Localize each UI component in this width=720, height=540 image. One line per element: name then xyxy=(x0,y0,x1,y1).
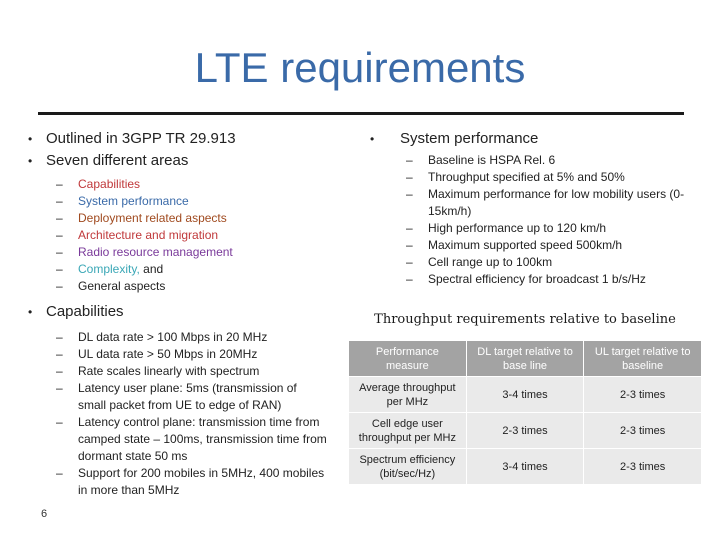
area-text: Radio resource management xyxy=(78,245,233,259)
list-item xyxy=(406,237,700,254)
list-item xyxy=(56,244,328,261)
performance-text: Throughput specified at 5% and 50% xyxy=(428,170,625,184)
list-item xyxy=(56,193,328,210)
list-item xyxy=(56,329,328,346)
list-item xyxy=(56,363,328,380)
title-divider xyxy=(38,112,684,115)
slide-title: LTE requirements xyxy=(194,44,526,91)
list-item xyxy=(406,152,700,169)
table-row xyxy=(349,413,702,449)
table-header: DL target relative to base line xyxy=(466,341,584,377)
dash-icon: – xyxy=(406,255,413,269)
bullet-item xyxy=(28,301,328,323)
bullet-text: Capabilities xyxy=(46,303,124,320)
list-item xyxy=(56,261,328,278)
bullet-icon: • xyxy=(28,132,33,146)
dash-icon: – xyxy=(406,153,413,167)
table-cell: 2-3 times xyxy=(466,413,584,449)
dash-icon: – xyxy=(56,262,63,276)
system-performance-list xyxy=(406,152,700,288)
table-cell: Average throughput per MHz xyxy=(349,377,467,413)
dash-icon: – xyxy=(56,279,63,293)
table-row xyxy=(349,377,702,413)
list-item xyxy=(406,169,700,186)
bullet-text: Seven different areas xyxy=(46,152,189,169)
area-text-colored: Complexity, xyxy=(78,262,144,276)
dash-icon: – xyxy=(406,187,413,201)
table-cell: 3-4 times xyxy=(466,377,584,413)
dash-icon: – xyxy=(56,347,63,361)
right-column xyxy=(370,128,700,288)
dash-icon: – xyxy=(406,170,413,184)
table-title: Throughput requirements relative to baseline xyxy=(374,312,676,327)
table-header: Performance measure xyxy=(349,341,467,377)
table-row xyxy=(349,449,702,485)
bullet-text: System performance xyxy=(400,130,539,147)
page-number: 6 xyxy=(41,508,48,520)
list-item xyxy=(56,227,328,244)
bullet-icon: • xyxy=(370,132,375,146)
performance-text: Maximum supported speed 500km/h xyxy=(428,238,623,252)
throughput-table xyxy=(348,340,702,485)
bullet-item xyxy=(370,128,700,150)
left-column xyxy=(28,128,328,499)
list-item xyxy=(406,220,700,237)
list-item xyxy=(56,346,328,363)
table-cell: 3-4 times xyxy=(466,449,584,485)
dash-icon: – xyxy=(56,177,63,191)
capabilities-list xyxy=(56,329,328,499)
dash-icon: – xyxy=(56,228,63,242)
area-text: Deployment related aspects xyxy=(78,211,227,225)
capability-text: UL data rate > 50 Mbps in 20MHz xyxy=(78,347,258,361)
dash-icon: – xyxy=(56,330,63,344)
capability-text: Rate scales linearly with spectrum xyxy=(78,364,260,378)
table-cell: 2-3 times xyxy=(584,413,702,449)
list-item xyxy=(56,210,328,227)
list-item xyxy=(56,380,328,414)
list-item xyxy=(56,414,328,465)
table-header-row xyxy=(349,341,702,377)
dash-icon: – xyxy=(56,466,63,480)
table-cell: Cell edge user throughput per MHz xyxy=(349,413,467,449)
table-header: UL target relative to baseline xyxy=(584,341,702,377)
area-text-tail: and xyxy=(143,262,164,276)
performance-text: Cell range up to 100km xyxy=(428,255,553,269)
bullet-item xyxy=(28,128,328,150)
area-text: General aspects xyxy=(78,279,166,293)
dash-icon: – xyxy=(56,381,63,395)
area-text xyxy=(78,261,328,278)
bullet-text: Outlined in 3GPP TR 29.913 xyxy=(46,130,236,147)
list-item xyxy=(56,465,328,499)
dash-icon: – xyxy=(56,194,63,208)
capability-text: Latency user plane: 5ms (transmission of small packet from UE to edge of RAN) xyxy=(78,381,297,412)
performance-text: Spectral efficiency for broadcast 1 b/s/Hz xyxy=(428,272,646,286)
list-item xyxy=(406,186,700,220)
area-text: Architecture and migration xyxy=(78,228,219,242)
bullet-icon: • xyxy=(28,305,33,319)
bullet-icon: • xyxy=(28,154,33,168)
dash-icon: – xyxy=(406,238,413,252)
dash-icon: – xyxy=(406,272,413,286)
bullet-item xyxy=(28,150,328,172)
performance-text: Baseline is HSPA Rel. 6 xyxy=(428,153,556,167)
table-cell: 2-3 times xyxy=(584,377,702,413)
area-text: System performance xyxy=(78,194,189,208)
performance-text: Maximum performance for low mobility users (0-15km/h) xyxy=(428,187,685,218)
list-item xyxy=(406,271,700,288)
list-item xyxy=(406,254,700,271)
capability-text: DL data rate > 100 Mbps in 20 MHz xyxy=(78,330,268,344)
dash-icon: – xyxy=(56,211,63,225)
dash-icon: – xyxy=(406,221,413,235)
dash-icon: – xyxy=(56,415,63,429)
list-item xyxy=(56,278,328,295)
capability-text: Support for 200 mobiles in 5MHz, 400 mobiles in more than 5MHz xyxy=(78,466,325,497)
capability-text: Latency control plane: transmission time from camped state – 100ms, transmission time from dormant state 50 ms xyxy=(78,415,327,463)
area-text: Capabilities xyxy=(78,177,141,191)
performance-text: High performance up to 120 km/h xyxy=(428,221,607,235)
dash-icon: – xyxy=(56,245,63,259)
table-cell: 2-3 times xyxy=(584,449,702,485)
list-item xyxy=(56,176,328,193)
areas-list xyxy=(56,176,328,295)
table-cell: Spectrum efficiency (bit/sec/Hz) xyxy=(349,449,467,485)
dash-icon: – xyxy=(56,364,63,378)
